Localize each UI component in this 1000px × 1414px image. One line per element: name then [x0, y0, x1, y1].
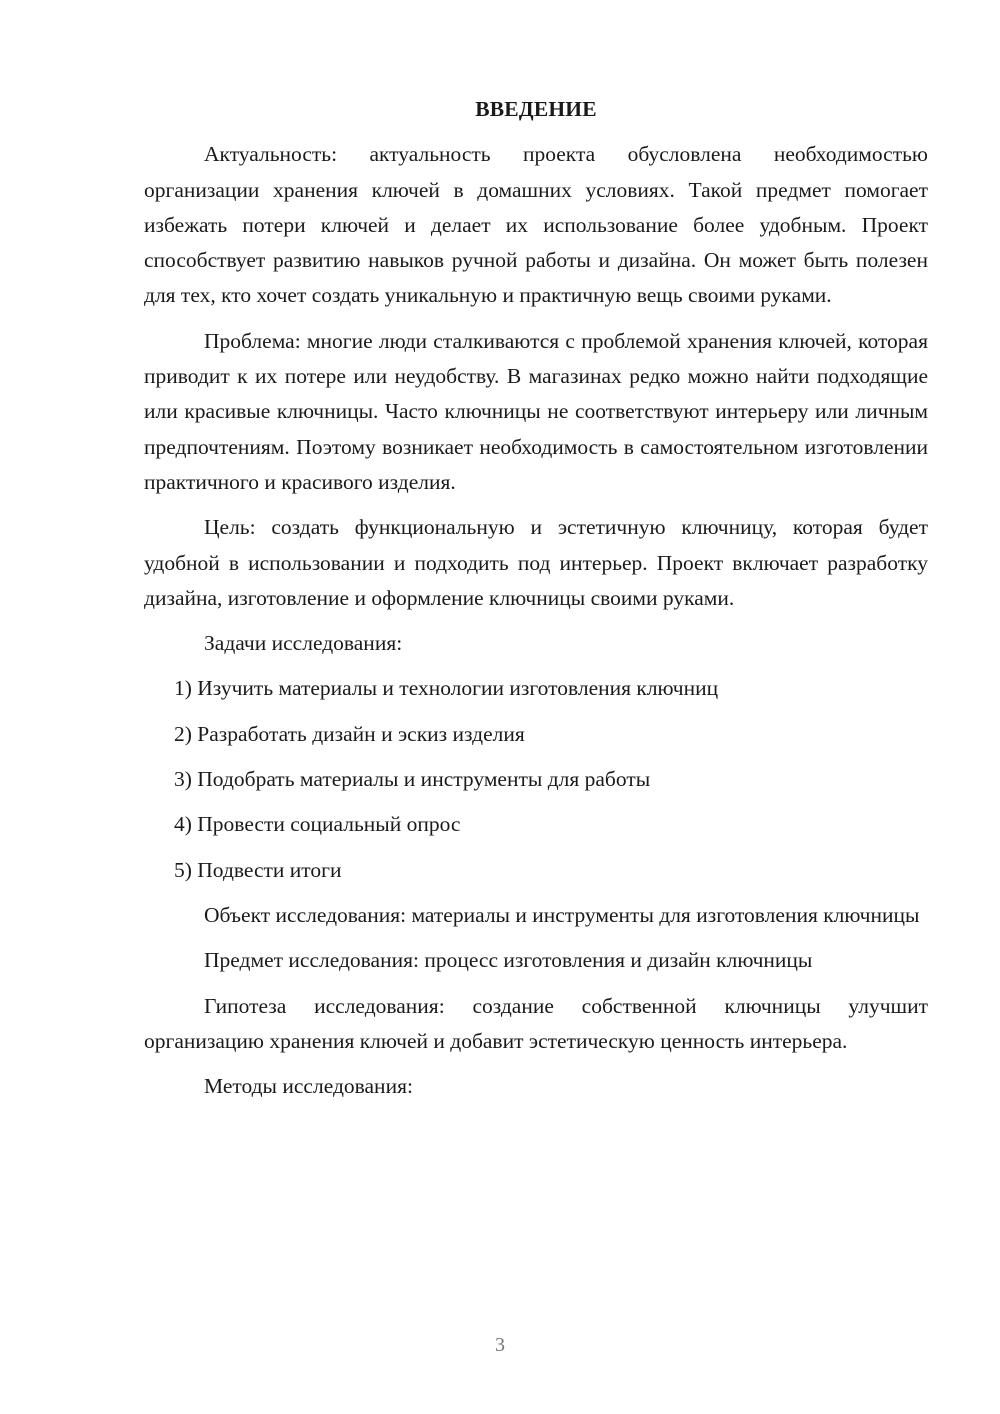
page-title: ВВЕДЕНИЕ	[475, 97, 597, 121]
problem-paragraph: Проблема: многие люди сталкиваются с проблемой хранения ключей, которая приводит к их потере или неудобству. В магазинах редко можно найти подходящие или красивые ключницы. Часто ключницы не соответствуют интерьеру или личным предпочтениям. Поэтому возникает необходимость в самостоятельном изготовлении практичного и красивого изделия.	[144, 328, 928, 494]
page-number: 3	[495, 1334, 505, 1356]
tasks-list	[144, 671, 928, 887]
methods-heading: Методы исследования:	[204, 1074, 413, 1099]
document-page	[144, 92, 928, 1114]
list-item: 3) Подобрать материалы и инструменты для работы	[174, 767, 651, 792]
list-item: 5) Подвести итоги	[174, 857, 342, 882]
list-item: 4) Провести социальный опрос	[174, 812, 461, 837]
tasks-heading: Задачи исследования:	[204, 631, 403, 656]
list-item: 2) Разработать дизайн и эскиз изделия	[174, 721, 525, 746]
object-paragraph: Объект исследования: материалы и инструменты для изготовления ключницы	[204, 902, 920, 927]
relevance-paragraph: Актуальность: актуальность проекта обусловлена необходимостью организации хранения ключей в домашних условиях. Такой предмет помогает избежать потери ключей и делает их использование более удобным. Проект способствует развитию навыков ручной работы и дизайна. Он может быть полезен для тех, кто хочет создать уникальную и практичную вещь своими руками.	[144, 142, 928, 308]
hypothesis-paragraph: Гипотеза исследования: создание собственной ключницы улучшит организацию хранения ключей и добавит эстетическую ценность интерьера.	[144, 993, 928, 1053]
goal-paragraph: Цель: создать функциональную и эстетичную ключницу, которая будет удобной в использовании и подходить под интерьер. Проект включает разработку дизайна, изготовление и оформление ключницы своими руками.	[144, 515, 928, 610]
list-item: 1) Изучить материалы и технологии изготовления ключниц	[174, 676, 719, 701]
subject-paragraph: Предмет исследования: процесс изготовления и дизайн ключницы	[204, 948, 813, 973]
